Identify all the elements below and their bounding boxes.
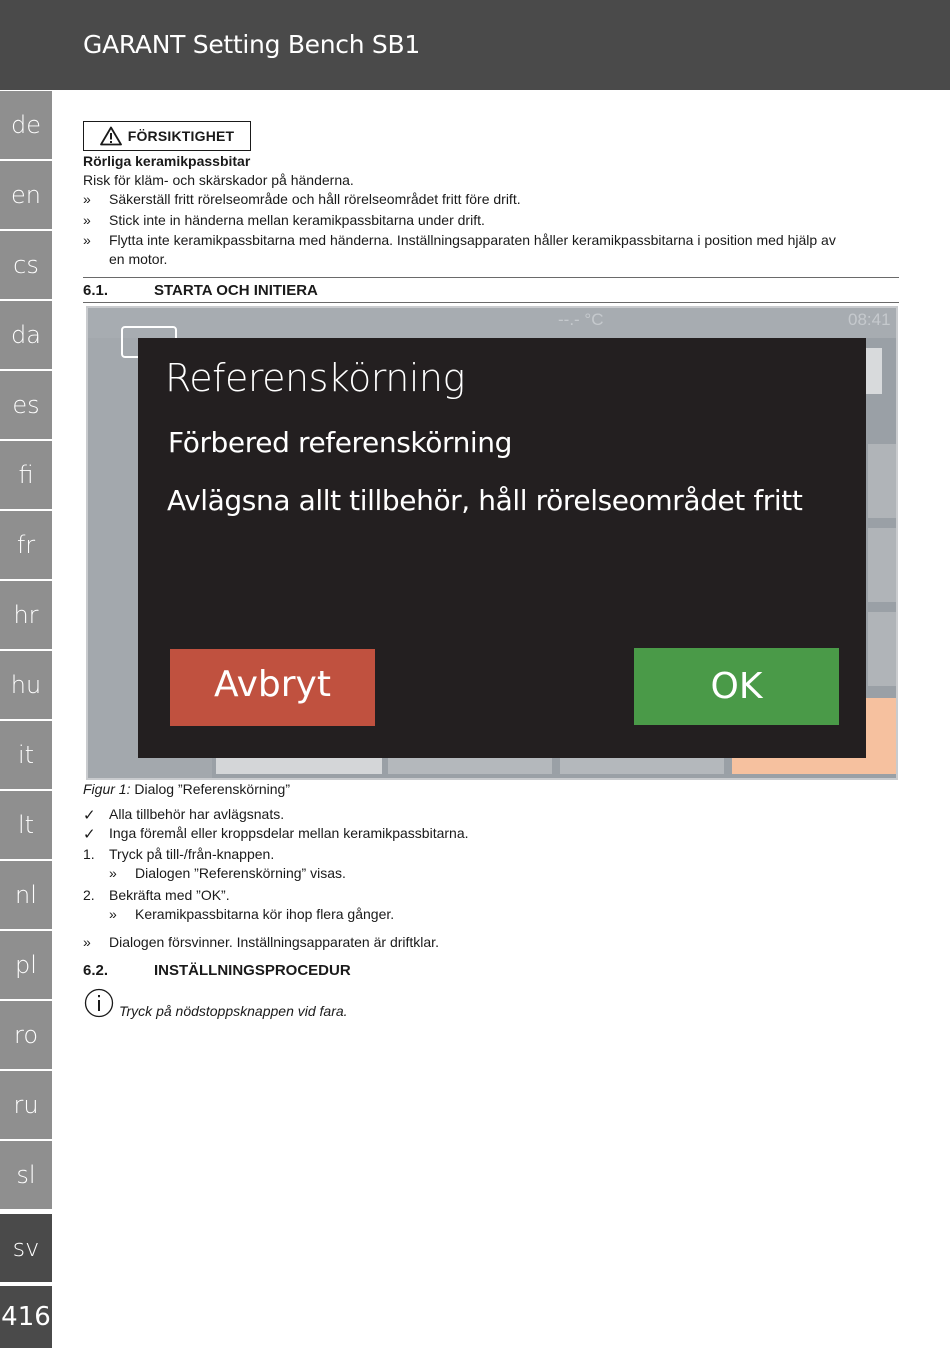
lang-tab-hr[interactable]: hr — [0, 581, 52, 649]
caution-measure: Flytta inte keramikpassbitarna med händerna. Inställningsapparaten håller keramikpassbitarna i position med hjälp av — [109, 232, 836, 248]
language-sidebar — [0, 90, 52, 1348]
info-note-text: Tryck på nödstoppsknappen vid fara. — [119, 1003, 348, 1019]
page-header — [0, 0, 950, 90]
hazard-title: Rörliga keramikpassbitar — [83, 153, 251, 169]
caution-label: FÖRSIKTIGHET — [127, 128, 235, 144]
lang-tab-fr[interactable]: fr — [0, 511, 52, 579]
hazard-text: Risk för kläm- och skärskador på händerna. — [83, 172, 354, 188]
divider — [83, 302, 899, 303]
reference-run-dialog — [138, 338, 866, 758]
lang-tab-it[interactable]: it — [0, 721, 52, 789]
figure-caption — [83, 781, 290, 797]
lang-tab-lt[interactable]: lt — [0, 791, 52, 859]
prerequisite-item: Alla tillbehör har avlägsnats. — [109, 806, 285, 822]
step-result: Keramikpassbitarna kör ihop flera gånger. — [135, 906, 395, 922]
caution-measure: Stick inte in händerna mellan keramikpassbitarna under drift. — [109, 212, 485, 228]
section-number: 6.2. — [83, 962, 109, 979]
ok-button[interactable]: OK — [634, 648, 839, 725]
temperature-readout: --.- °C — [558, 310, 604, 329]
lang-tab-ru[interactable]: ru — [0, 1071, 52, 1139]
dialog-message-1: Förbered referenskörning — [168, 426, 513, 459]
step-text: Tryck på till-/från-knappen. — [109, 846, 275, 862]
step-text: Bekräfta med ”OK”. — [109, 887, 230, 903]
lang-tab-hu[interactable]: hu — [0, 651, 52, 719]
background-panel — [866, 348, 882, 394]
cancel-button[interactable]: Avbryt — [170, 649, 375, 726]
lang-tab-sl[interactable]: sl — [0, 1141, 52, 1209]
figure-label: Figur 1: — [83, 781, 131, 797]
section-title: INSTÄLLNINGSPROCEDUR — [154, 962, 351, 979]
lang-tab-ro[interactable]: ro — [0, 1001, 52, 1069]
dialog-title: Referenskörning — [165, 356, 465, 400]
lang-tab-da[interactable]: da — [0, 301, 52, 369]
lang-tab-es[interactable]: es — [0, 371, 52, 439]
section-number: 6.1. — [83, 282, 109, 299]
divider — [83, 277, 899, 278]
bullet-symbol: » — [109, 906, 117, 922]
bullet-symbol: » — [109, 865, 117, 881]
background-status-bar — [88, 308, 898, 338]
bullet-symbol: » — [83, 212, 91, 228]
bullet-symbol: » — [83, 934, 91, 950]
document-title: GARANT Setting Bench SB1 — [83, 30, 420, 59]
page-number: 416 — [0, 1286, 52, 1348]
lang-tab-fi[interactable]: fi — [0, 441, 52, 509]
final-result: Dialogen försvinner. Inställningsapparaten är driftklar. — [109, 934, 439, 950]
background-tile — [868, 612, 898, 686]
lang-tab-en[interactable]: en — [0, 161, 52, 229]
lang-tab-de[interactable]: de — [0, 91, 52, 159]
clock-readout: 08:41 — [848, 310, 891, 329]
lang-tab-cs[interactable]: cs — [0, 231, 52, 299]
warning-triangle-icon — [100, 126, 122, 146]
step-result: Dialogen ”Referenskörning” visas. — [135, 865, 346, 881]
caution-box — [83, 121, 251, 151]
figure-caption-text: Dialog ”Referenskörning” — [130, 781, 290, 797]
step-number: 1. — [83, 846, 95, 862]
check-icon: ✓ — [83, 807, 96, 824]
bullet-symbol: » — [83, 191, 91, 207]
background-tile — [868, 528, 898, 602]
caution-measure: Säkerställ fritt rörelseområde och håll rörelseområdet fritt före drift. — [109, 191, 521, 207]
lang-tab-sv[interactable]: sv — [0, 1214, 52, 1282]
figure-screenshot — [86, 306, 898, 780]
caution-measure-continued: en motor. — [109, 251, 168, 267]
check-icon: ✓ — [83, 826, 96, 843]
lang-tab-nl[interactable]: nl — [0, 861, 52, 929]
section-title: STARTA OCH INITIERA — [154, 282, 318, 299]
bullet-symbol: » — [83, 232, 91, 248]
background-tile — [868, 444, 898, 518]
step-number: 2. — [83, 887, 95, 903]
prerequisite-item: Inga föremål eller kroppsdelar mellan keramikpassbitarna. — [109, 825, 469, 841]
dialog-message-2: Avlägsna allt tillbehör, håll rörelseområdet fritt — [167, 484, 803, 517]
info-icon — [84, 988, 114, 1018]
lang-tab-pl[interactable]: pl — [0, 931, 52, 999]
